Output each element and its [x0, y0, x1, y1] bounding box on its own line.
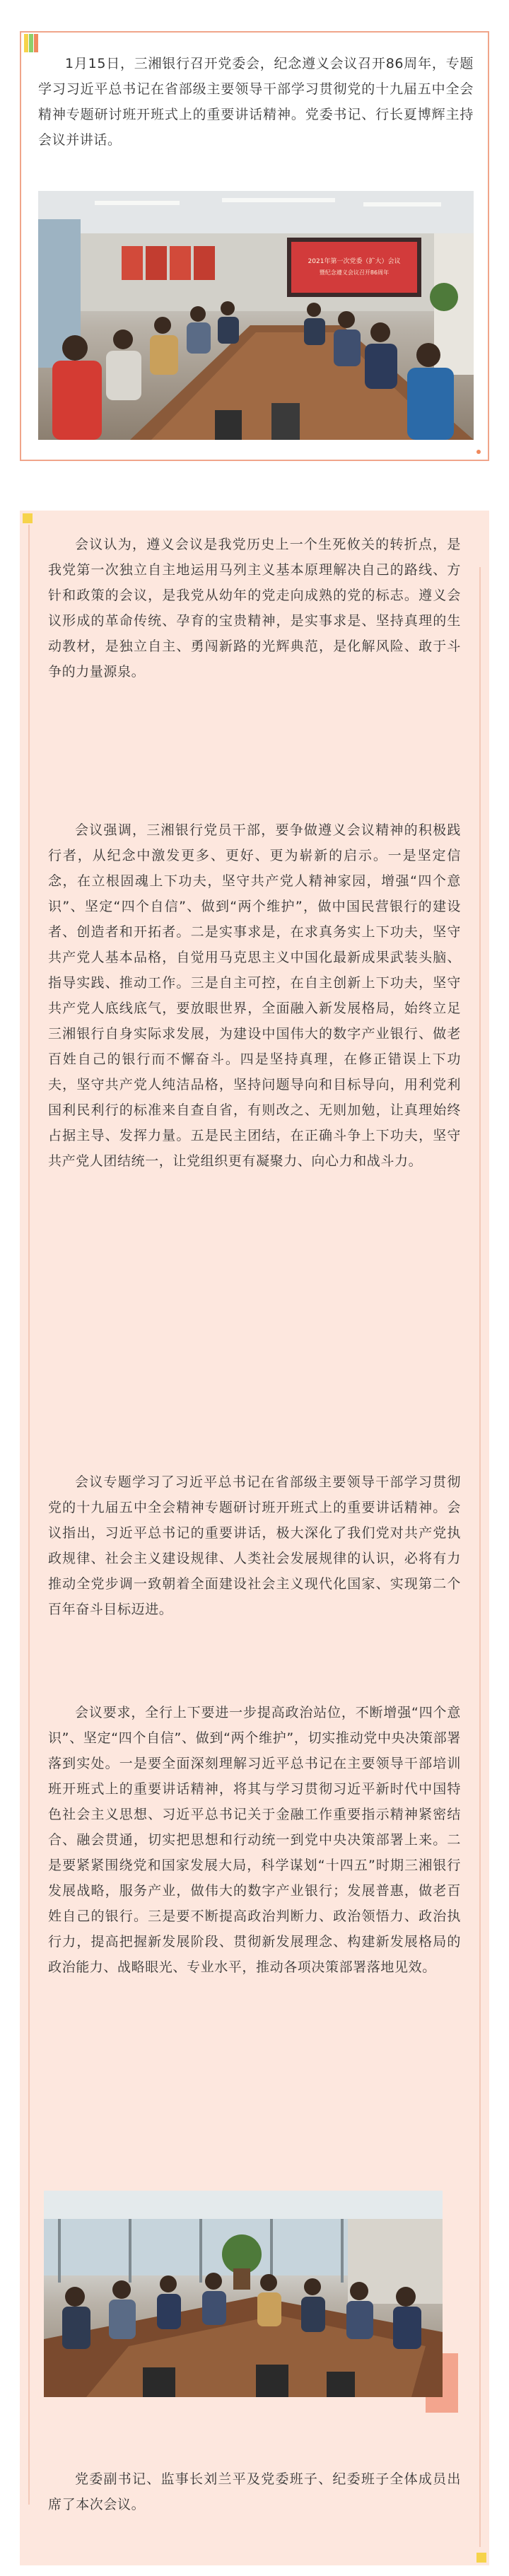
paragraph-2: 会议强调，三湘银行党员干部，要争做遵义会议精神的积极践行者，从纪念中激发更多、更好、更为崭新的启示。一是坚定信念，在立根固魂上下功夫，坚守共产党人精神家园，增强“四个意识”、坚定“四个自信”、做到“两个维护”，做中国民营银行的建设者、创造者和开拓者。二是实事求是，在求真务实上下功夫，坚守共产党人基本品格，自觉用马克思主义中国化最新成果武装头脑、指导实践、推动工作。三是自主可控，在自主创新上下功夫，坚守共产党人底线底气，要放眼世界，全面融入新发展格局，始终立足三湘银行自身实际求发展，为建设中国伟大的数字产业银行、做老百姓自己的银行而不懈奋斗。四是坚持真理，在修正错误上下功夫，坚守共产党人纯洁品格，坚持问题导向和目标导向，用利党利国利民利行的标准来自查自省，有则改之、无则加勉，让真理始终占据主导、发挥力量。五是民主团结，在正确斗争上下功夫，坚守共产党人团结统一，让党组织更有凝聚力、向心力和战斗力。 [48, 822, 461, 1169]
intro-card [20, 31, 489, 461]
meeting-photo-1 [38, 191, 474, 440]
paragraph-4: 会议要求，全行上下要进一步提高政治站位，不断增强“四个意识”、坚定“四个自信”、做到“两个维护”，切实推动党中央决策部署落到实处。一是要全面深刻理解习近平总书记在主要领导干部培训班开班式上的重要讲话精神，将其与学习贯彻习近平新时代中国特色社会主义思想、习近平总书记关于金融工作重要指示精神紧密结合、融会贯通，切实把思想和行动统一到党中央决策部署上来。二是要紧紧围绕党和国家发展大局，科学谋划“十四五”时期三湘银行发展战略，服务产业，做伟大的数字产业银行；发展普惠，做老百姓自己的银行。三是要不断提高政治判断力、政治领悟力、政治执行力，提高把握新发展阶段、贯彻新发展理念、构建新发展格局的政治能力、战略眼光、专业水平，推动各项决策部署落地见效。 [48, 1705, 461, 1975]
corner-dot [476, 450, 481, 454]
paragraph-3: 会议专题学习了习近平总书记在省部级主要领导干部学习贯彻党的十九届五中全会精神专题研讨班开班式上的重要讲话精神。会议指出，习近平总书记的重要讲话，极大深化了我们党对共产党执政规律、社会主义建设规律、人类社会发展规律的认识，必将有力推动全党步调一致朝着全面建设社会主义现代化国家、实现第二个百年奋斗目标迈进。 [48, 1474, 461, 1617]
screen-text-2: 暨纪念遵义会议召开86周年 [319, 269, 390, 276]
divider-line-left [28, 525, 30, 2505]
stripe-decoration [24, 34, 42, 52]
paragraph-5: 党委副书记、监事长刘兰平及党委班子、纪委班子全体成员出席了本次会议。 [48, 2471, 461, 2512]
intro-paragraph: 1月15日，三湘银行召开党委会，纪念遵义会议召开86周年，专题学习习近平总书记在省部级主要领导干部学习贯彻党的十九届五中全会精神专题研讨班开班式上的重要讲话精神。党委书记、行长夏博辉主持会议并讲话。 [38, 56, 474, 148]
divider-line-right [479, 567, 481, 2547]
corner-square-top-left [23, 513, 33, 523]
meeting-photo-2 [44, 2191, 443, 2397]
screen-text-1: 2021年第一次党委（扩大）会议 [308, 258, 401, 265]
paragraph-1: 会议认为，遵义会议是我党历史上一个生死攸关的转折点，是我党第一次独立自主地运用马列主义基本原理解决自己的路线、方针和政策的会议，是我党从幼年的党走向成熟的党的标志。遵义会议形成的革命传统、孕育的宝贵精神，是实事求是、坚持真理的生动教材，是独立自主、勇闯新路的光辉典范，是化解风险、敢于斗争的力量源泉。 [48, 537, 461, 680]
corner-square-bottom-right [476, 2553, 486, 2563]
meeting-photo-2-frame [44, 2191, 458, 2413]
